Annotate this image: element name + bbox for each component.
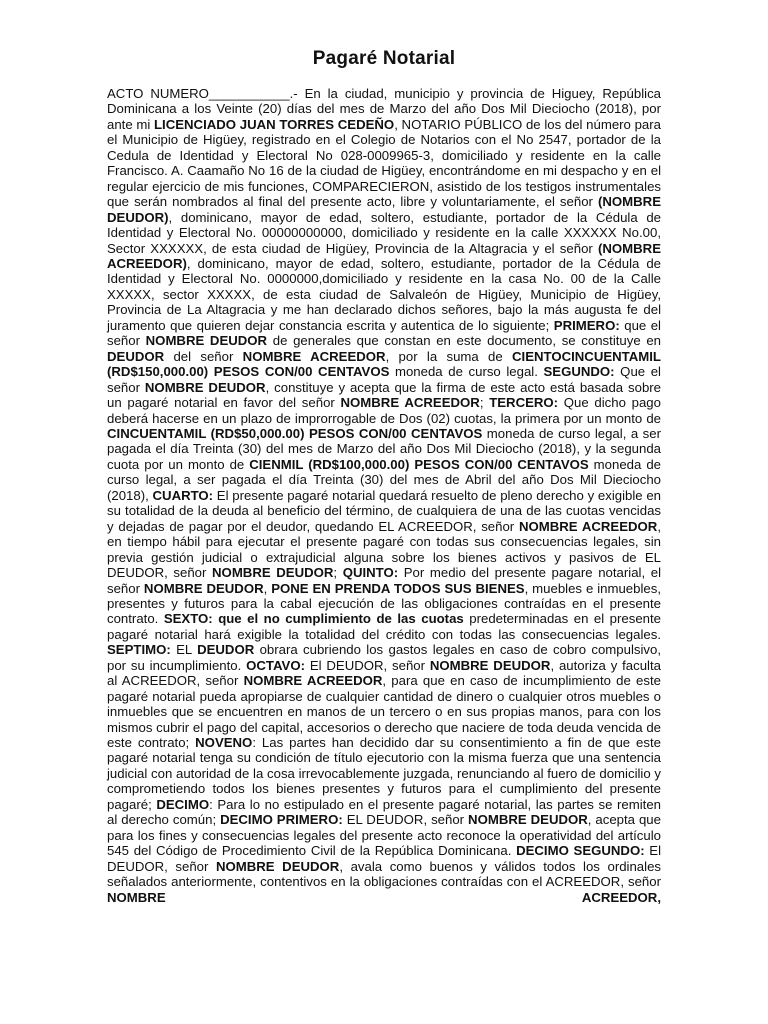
bold-text-segment: NOVENO (195, 735, 253, 751)
bold-text-segment: DECIMO (156, 796, 210, 812)
bold-text-segment: NOMBRE DEUDOR (429, 657, 551, 673)
text-segment: EL (170, 642, 198, 658)
text-segment: , avala como buenos y válidos todos los ordinales señalados anteriormente, contentivos en la obligaciones contraídas con el ACREEDOR, señor (107, 858, 661, 890)
bold-text-segment: NOMBRE DEUDOR (144, 379, 266, 395)
bold-text-segment: (NOMBRE ACREEDOR) (107, 240, 661, 271)
text-segment: , dominicano, mayor de edad, soltero, estudiante, portador de la Cédula de Identidad y Electoral No. 0000000,domiciliado y residente en la casa No. 00 de la Calle XXXXX, sector XXXXX, de esta ciudad de Salvaleón de Higüey, Municipio de Higüey, Provincia de La Altagracia y me han declarado dichos señores, bajo la más augusta fe del juramento que quieren dejar constancia escrita y autentica de lo siguiente; (107, 255, 661, 333)
text-segment: , para que en caso de incumplimiento de este pagaré notarial pueda apropiarse de cualquier cantidad de dinero o cualquier otros muebles o inmuebles que se encuentren en manos de un tercero o en sus propias manos, para con los mismos cubrir el pago del capital, accesorios o derecho que naciere de toda deuda vencida de este contrato; (107, 673, 661, 751)
text-segment: , por la suma de (385, 348, 513, 364)
text-segment: , en tiempo hábil para ejecutar el presente pagaré con todas sus consecuencias legales, sin previa gestión judicial o extrajudicial alguna sobre los bienes activos y pasivos de EL DEUDOR, señor (107, 518, 661, 581)
text-segment: , autoriza y faculta al ACREEDOR, señor (107, 657, 661, 689)
text-segment: obrara cubriendo los gastos legales en caso de cobro compulsivo, por su incumplimiento. (107, 642, 661, 673)
bold-text-segment: DEUDOR (197, 642, 255, 658)
text-segment: , (263, 580, 272, 596)
text-segment: del señor (164, 348, 243, 364)
bold-text-segment: QUINTO: (342, 565, 399, 581)
bold-text-segment: CIENMIL (RD$100,000.00) PESOS CON/00 CENTAVOS (249, 456, 589, 472)
bold-text-segment: CINCUENTAMIL (RD$50,000.00) PESOS CON/00 CENTAVOS (107, 425, 483, 441)
text-segment: , acepta que para los fines y consecuencias legales del presente acto reconoce la operatividad del artículo 545 del Código de Procedimiento Civil de la República Dominicana. (107, 812, 661, 859)
bold-text-segment: PRIMERO: (553, 317, 620, 333)
bold-text-segment: NOMBRE DEUDOR (468, 812, 588, 828)
bold-text-segment: LICENCIADO JUAN TORRES CEDEÑO (153, 116, 395, 132)
document-title: Pagaré Notarial (312, 48, 456, 69)
text-segment: de generales que constan en este documento, se constituye en (267, 333, 662, 349)
text-segment: Que el señor (107, 364, 661, 395)
bold-text-segment: PONE EN PRENDA TODOS SUS BIENES (271, 580, 525, 596)
text-segment: : Las partes han decidido dar su consentimiento a fin de que este pagaré notarial tenga su condición de título ejecutorio con la misma fuerza que una sentencia judicial con autoridad de la cosa irrevocablemente juzgada, renunciando al fuero de domicilio y comprometiendo todos los bienes presentes y futuros para el cumplimiento del presente pagaré; (107, 735, 661, 812)
text-segment: , constituye y acepta que la firma de este acto está basada sobre un pagaré notarial en favor del señor (107, 379, 662, 411)
bold-text-segment: NOMBRE DEUDOR (212, 565, 334, 581)
bold-text-segment: (NOMBRE DEUDOR) (107, 194, 661, 225)
text-segment: El DEUDOR, señor (107, 843, 662, 874)
bold-text-segment: OCTAVO: (246, 657, 305, 673)
bold-text-segment: NOMBRE DEUDOR (215, 858, 340, 874)
bold-text-segment: NOMBRE ACREEDOR, (107, 889, 661, 905)
text-segment: moneda de curso legal, a ser pagada el día Treinta (30) del mes de Marzo del año Dos Mil Dieciocho (2018), y la segunda cuota por un monto de (107, 425, 661, 472)
bold-text-segment: DECIMO PRIMERO: (220, 812, 343, 828)
bold-text-segment: SEPTIMO: (107, 642, 171, 658)
text-segment: El DEUDOR, señor (304, 657, 430, 673)
text-segment: : Para lo no estipulado en el presente pagaré notarial, las partes se remiten al derecho común; (107, 796, 661, 828)
text-segment: ACTO NUMERO___________.- En la ciudad, municipio y provincia de Higuey, República Dominicana a los Veinte (20) días del mes de Marzo del año Dos Mil Dieciocho (2018), por ante mi (107, 86, 661, 132)
text-segment: ; (333, 565, 343, 581)
bold-text-segment: SEXTO: que el no cumplimiento de las cuotas (163, 611, 464, 627)
bold-text-segment: NOMBRE ACREEDOR (518, 518, 658, 534)
text-segment: moneda de curso legal, a ser pagada el día Treinta (30) del mes de Abril del año Dos Mil Dieciocho (2018), (107, 456, 661, 503)
text-segment: El presente pagaré notarial quedará resuelto de pleno derecho y exigible en su totalidad de la deuda al beneficio del término, de cualquiera de una de las cuotas vencidas y dejadas de pagar por el deudor, quedando EL ACREEDOR, señor (107, 487, 662, 534)
text-segment: , NOTARIO PÚBLICO de los del número para el Municipio de Higüey, registrado en el Colegio de Notarios con el No 2547, portador de la Cedula de Identidad y Electoral No 028-0009965-3, domiciliado y residente en la calle Francisco. A. Caamaño No 16 de la ciudad de Higüey, encontrándome en mi despacho y en el regular ejercicio de mis funciones, COMPARECIERON, asistido de los testigos instrumentales que serán nombrados al final del presente acto, libre y voluntariamente, el señor (107, 116, 661, 210)
bold-text-segment: CUARTO: (152, 487, 214, 503)
text-segment: Que dicho pago deberá hacerse en un plazo de improrrogable de Dos (02) cuotas, la primera por un monto de (107, 395, 661, 426)
bold-text-segment: SEGUNDO: (543, 364, 615, 380)
bold-text-segment: NOMBRE DEUDOR (145, 333, 268, 349)
text-segment: EL DEUDOR, señor (342, 812, 469, 828)
bold-text-segment: NOMBRE ACREEDOR (242, 348, 386, 364)
bold-text-segment: DEUDOR (107, 348, 165, 364)
text-segment: Por medio del presente pagare notarial, el señor (107, 565, 662, 596)
text-segment: ; (479, 395, 490, 411)
text-segment: , dominicano, mayor de edad, soltero, estudiante, portador de la Cédula de Identidad y Electoral No. 00000000000, domiciliado y residente en la calle XXXXXX No.00, Sector XXXXXX, de esta ciudad de Higüey, Provincia de la Altagracia y el señor (107, 209, 661, 256)
bold-text-segment: NOMBRE ACREEDOR (243, 673, 383, 689)
bold-text-segment: DECIMO SEGUNDO: (516, 843, 645, 859)
document-body (107, 86, 661, 905)
text-segment: predeterminadas en el presente pagaré notarial hará exigible la totalidad del crédito con todas las consecuencias legales. (107, 611, 661, 642)
bold-text-segment: TERCERO: (489, 395, 559, 411)
text-segment: moneda de curso legal. (389, 364, 544, 380)
bold-text-segment: NOMBRE DEUDOR (143, 580, 264, 596)
text-segment: , muebles e inmuebles, presentes y futuros para la cabal ejecución de las obligaciones contraídas en el presente contrato. (107, 580, 661, 627)
text-segment: que el señor (107, 317, 661, 349)
bold-text-segment: CIENTOCINCUENTAMIL (RD$150,000.00) PESOS CON/00 CENTAVOS (107, 348, 661, 380)
bold-text-segment: NOMBRE ACREEDOR (340, 395, 480, 411)
